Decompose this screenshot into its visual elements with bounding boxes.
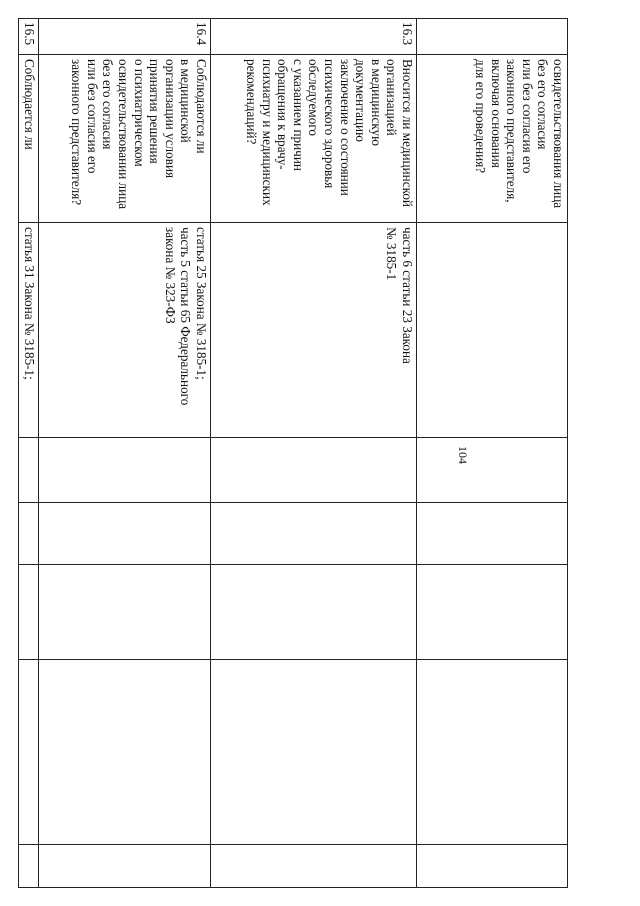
question-line: обращения к врачу- [275, 59, 291, 170]
question-line: организации условия [162, 59, 178, 179]
empty-cell [211, 565, 417, 660]
question-line: или без согласия его [84, 59, 100, 174]
question-line: рекомендаций? [244, 59, 260, 145]
question-line: организацией [384, 59, 400, 136]
question-line: о психиатрическом [131, 59, 147, 167]
empty-cell [19, 845, 39, 888]
question-line: Соблюдаются ли [194, 59, 209, 154]
empty-cell [39, 845, 211, 888]
empty-cell [39, 565, 211, 660]
table-row [211, 19, 417, 888]
page-number: 104 [456, 446, 471, 464]
table-row [39, 19, 211, 888]
empty-cell [19, 565, 39, 660]
basis-cell [417, 223, 568, 438]
question-line: для его проведения? [473, 59, 489, 174]
empty-cell [19, 660, 39, 845]
question-line: принятия решения [147, 59, 163, 164]
basis-cell [211, 223, 417, 438]
checklist-table-rotated [22, 18, 568, 887]
empty-cell [39, 438, 211, 503]
empty-cell [19, 438, 39, 503]
row-number [417, 19, 568, 55]
basis-line: № 3185-1 [384, 227, 400, 281]
question-line: в медицинской [178, 59, 194, 143]
row-number: 16.3 [211, 19, 417, 55]
table-row [417, 19, 568, 888]
empty-cell [39, 660, 211, 845]
question-line: психического здоровья [322, 59, 338, 189]
question-line: с указанием причин [290, 59, 306, 171]
question-cell [39, 55, 211, 223]
basis-line: статья 25 Закона № 3185-1; [194, 227, 209, 380]
question-line: освидетельствования лица [551, 59, 566, 209]
empty-cell [417, 845, 568, 888]
question-line: Вносится ли медицинской [400, 59, 415, 207]
basis-line: часть 6 статьи 23 Закона [400, 227, 415, 364]
question-line: включая основания [488, 59, 504, 168]
basis-line: статья 31 Закона № 3185-1; [22, 227, 37, 380]
empty-cell [19, 503, 39, 565]
row-number: 16.4 [39, 19, 211, 55]
question-line: психиатру и медицинских [259, 59, 275, 206]
empty-cell [211, 438, 417, 503]
empty-cell [39, 503, 211, 565]
empty-cell [211, 503, 417, 565]
question-line: без его согласия [100, 59, 116, 150]
question-cell [417, 55, 568, 223]
basis-cell [19, 223, 39, 438]
basis-line: часть 5 статьи 65 Федерального [178, 227, 194, 406]
empty-cell [417, 660, 568, 845]
row-number: 16.5 [19, 19, 39, 55]
basis-line: закона № 323-ФЗ [162, 227, 178, 324]
question-cell [19, 55, 39, 223]
basis-cell [39, 223, 211, 438]
empty-cell [211, 660, 417, 845]
empty-cell [417, 565, 568, 660]
question-line: Соблюдается ли [22, 59, 37, 150]
question-line: документацию [353, 59, 369, 142]
table-row [19, 19, 39, 888]
question-line: законного представителя, [504, 59, 520, 203]
question-line: в медицинскую [368, 59, 384, 147]
question-line: освидетельствовании лица [116, 59, 132, 210]
checklist-table [18, 18, 568, 888]
question-cell [211, 55, 417, 223]
question-line: или без согласия его [519, 59, 535, 174]
question-line: заключение о состоянии [337, 59, 353, 196]
empty-cell [417, 503, 568, 565]
question-line: обследуемого [306, 59, 322, 137]
empty-cell [211, 845, 417, 888]
empty-cell [417, 438, 568, 503]
question-line: законного представителя? [69, 59, 85, 206]
question-line: без его согласия [535, 59, 551, 150]
